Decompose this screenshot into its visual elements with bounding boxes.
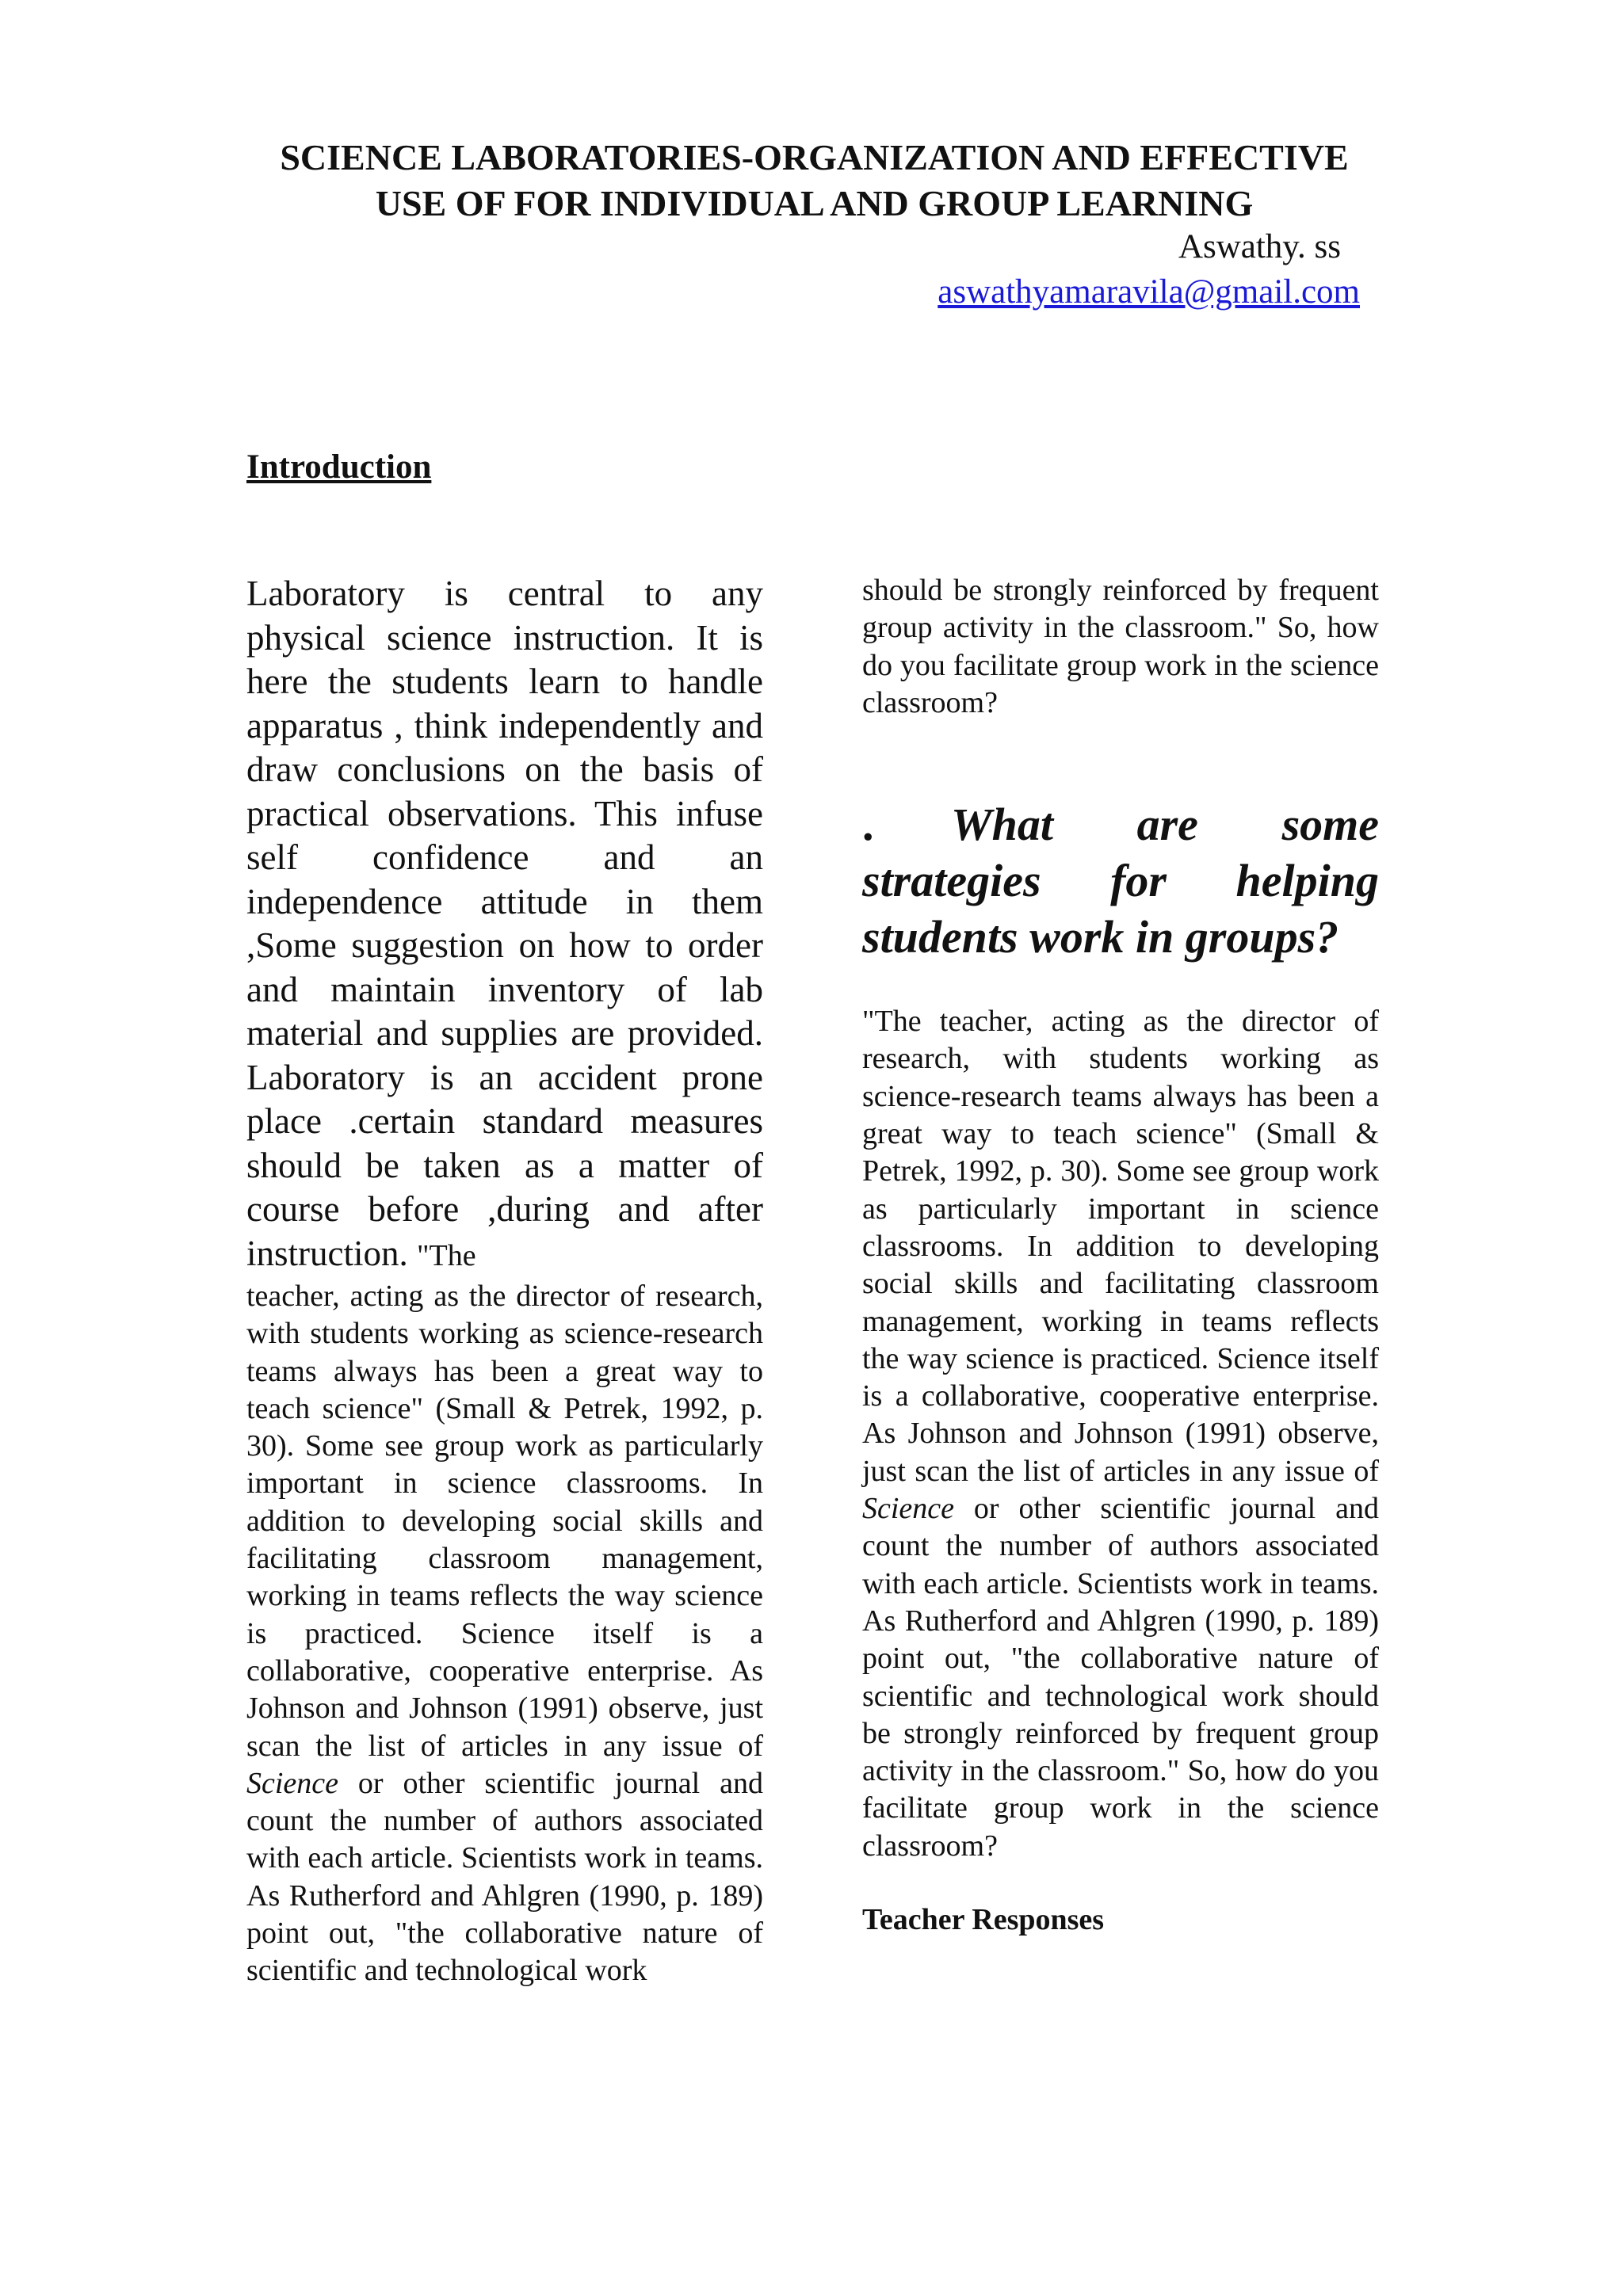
left-column xyxy=(246,572,763,1990)
left-quote-paragraph xyxy=(246,1278,763,1990)
question-heading-text: What are some strategies for helping students work in groups? xyxy=(862,799,1379,963)
author-name: Aswathy. ss xyxy=(1178,228,1341,265)
right-column xyxy=(862,572,1379,1939)
left-quote-part-2: or other scientific journal and count the number of authors associated with each article. Scientists work in teams. As Rutherford and Ahlgren (1990, p. 189) point out, "the collaborative nature of scientific and technological work xyxy=(246,1766,763,1988)
left-science-journal: Science xyxy=(246,1766,339,1800)
strategies-question-heading xyxy=(862,796,1379,965)
right-quote-part-1: "The teacher, acting as the director of research, with students working as science-research teams always has been a great way to teach science" (Small & Petrek, 1992, p. 30). Some see group work as particularly important in science classrooms. In addition to developing social skills and facilitating classroom management, working in teams reflects the way science is practiced. Science itself is a collaborative, cooperative enterprise. As Johnson and Johnson (1991) observe, just scan the list of articles in any issue of xyxy=(862,1005,1379,1488)
document-title xyxy=(238,135,1391,227)
title-line-1: SCIENCE LABORATORIES-ORGANIZATION AND EFFECTIVE xyxy=(280,137,1349,177)
right-quote-part-2: or other scientific journal and count the number of authors associated with each article. Scientists work in teams. As Rutherford and Ahlgren (1990, p. 189) point out, "the collaborative nature of scientific and technological work should be strongly reinforced by frequent group activity in the classroom." So, how do you facilitate group work in the science classroom? xyxy=(862,1492,1379,1863)
left-quote-part-1: teacher, acting as the director of research, with students working as science-research teams always has been a great way to teach science" (Small & Petrek, 1992, p. 30). Some see group work as particularly important in science classrooms. In addition to developing social skills and facilitating classroom management, working in teams reflects the way science is practiced. Science itself is a collaborative, cooperative enterprise. As Johnson and Johnson (1991) observe, just scan the list of articles in any issue of xyxy=(246,1280,763,1763)
author-email-link[interactable]: aswathyamaravila@gmail.com xyxy=(938,273,1360,311)
question-bullet: . xyxy=(862,799,874,851)
right-quote-paragraph xyxy=(862,1003,1379,1865)
title-line-2: USE OF FOR INDIVIDUAL AND GROUP LEARNING xyxy=(375,183,1254,223)
right-continuation-paragraph: should be strongly reinforced by frequent group activity in the classroom." So, how do you facilitate group work in the science classroom? xyxy=(862,574,1379,719)
right-science-journal: Science xyxy=(862,1492,955,1526)
introduction-heading: Introduction xyxy=(246,448,432,486)
teacher-responses-heading: Teacher Responses xyxy=(862,1903,1105,1937)
intro-lead-paragraph xyxy=(246,572,763,1278)
quote-start: "The xyxy=(416,1238,476,1272)
intro-lead-text: Laboratory is central to any physical science instruction. It is here the students learn to handle apparatus , think independently and draw conclusions on the basis of practical observations. This infuse self confidence and an independence attitude in them ,Some suggestion on how to order and maintain inventory of lab material and supplies are provided. Laboratory is an accident prone place .certain standard measures should be taken as a matter of course before ,during and after instruction. xyxy=(246,574,763,1273)
